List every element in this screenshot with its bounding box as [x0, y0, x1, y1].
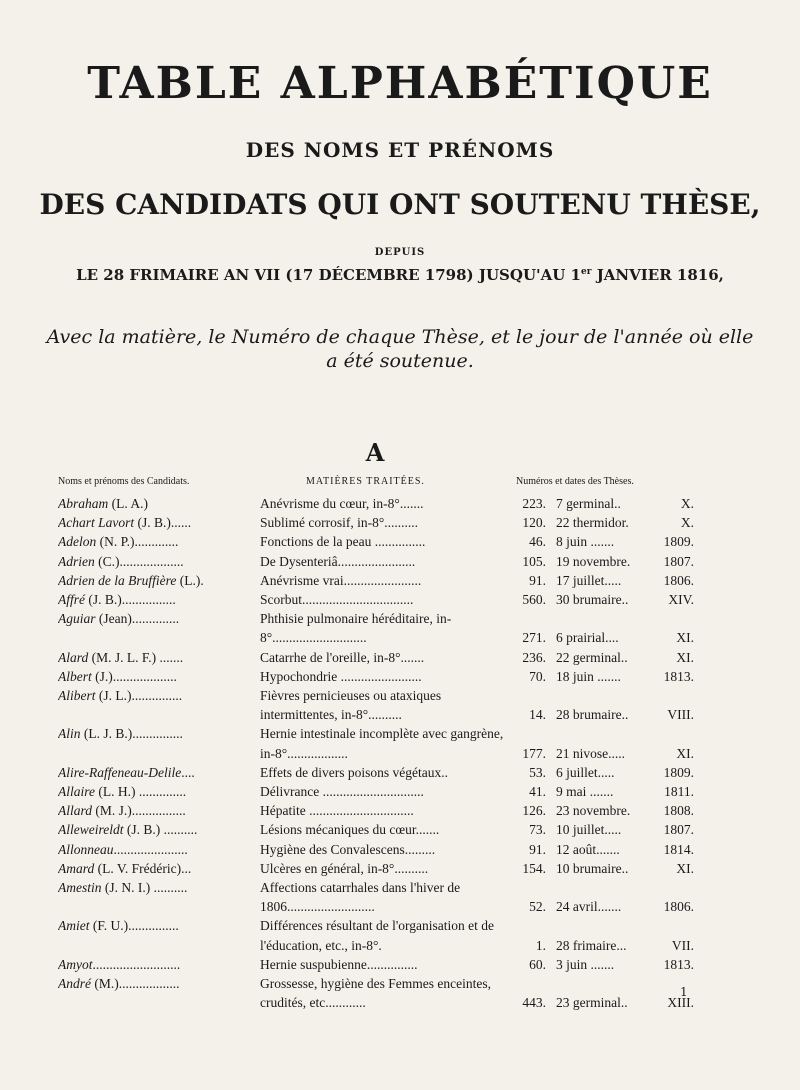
table-row — [0, 494, 800, 513]
thesis-date: 8 juin ....... — [556, 534, 615, 550]
thesis-year: X. — [680, 496, 694, 511]
candidate-name — [58, 782, 258, 801]
thesis-number: 73. — [529, 822, 546, 838]
candidate-surname: Albert — [58, 668, 92, 684]
thesis-number: 126. — [522, 803, 546, 819]
date-range-superscript: er — [581, 267, 592, 277]
thesis-number: 52. — [529, 899, 546, 915]
thesis-number: 236. — [522, 649, 546, 665]
candidate-name — [58, 801, 258, 820]
candidate-surname: Amestin — [58, 880, 102, 896]
thesis-number: 105. — [522, 553, 546, 569]
candidate-surname: Alin — [58, 726, 81, 742]
candidate-name — [58, 859, 258, 878]
thesis-date: 23 novembre. — [556, 803, 631, 819]
candidate-surname: Alleweireldt — [58, 822, 124, 838]
date-range-end: JANVIER 1816, — [591, 266, 724, 284]
table-row — [0, 686, 800, 724]
candidate-surname: Allard — [58, 803, 93, 819]
table-row — [0, 878, 800, 916]
thesis-number: 443. — [522, 995, 546, 1011]
footer-mark: 1 — [680, 985, 688, 999]
thesis-subject: Hépatite ............................... — [260, 803, 414, 819]
thesis-number: 177. — [522, 745, 546, 761]
candidate-surname: Alibert — [58, 688, 96, 704]
table-row — [0, 552, 800, 571]
thesis-date: 12 août....... — [556, 841, 620, 857]
thesis-number: 53. — [529, 764, 546, 780]
thesis-subject: Hernie intestinale incomplète avec gangrène, in-8°.................. — [260, 726, 504, 761]
thesis-date: 28 brumaire.. — [556, 707, 629, 723]
thesis-subject: Fièvres pernicieuses ou ataxiques intermittentes, in-8°.......... — [260, 688, 442, 723]
candidate-surname: Adrien — [58, 553, 95, 569]
candidate-name — [58, 494, 258, 513]
candidate-name — [58, 609, 258, 628]
candidate-given-names: (M. J.)................ — [92, 803, 186, 819]
thesis-date: 28 frimaire... — [556, 937, 627, 953]
candidate-name — [58, 532, 258, 551]
thesis-date: 10 juillet..... — [556, 822, 622, 838]
candidate-surname: Alard — [58, 649, 89, 665]
candidate-surname: Amiet — [58, 918, 90, 934]
thesis-year: 1809. — [663, 764, 694, 780]
candidate-given-names: (M.).................. — [91, 976, 180, 992]
column-header-matieres: MATIÈRES TRAITÉES. — [306, 476, 425, 487]
entries-table — [0, 494, 800, 1012]
candidate-surname: Amard — [58, 860, 95, 876]
thesis-year: XIV. — [668, 592, 694, 608]
thesis-number: 120. — [522, 515, 546, 531]
thesis-year: 1806. — [663, 899, 694, 915]
candidate-name — [58, 840, 258, 859]
candidate-surname: Adelon — [58, 534, 97, 550]
thesis-year: XI. — [676, 649, 694, 665]
table-row — [0, 724, 800, 762]
candidate-surname: Amyot — [58, 956, 93, 972]
candidate-given-names: (N. P.)............. — [96, 534, 179, 550]
thesis-year: 1807. — [663, 822, 694, 838]
candidate-given-names: (J. N. I.) .......... — [101, 880, 188, 896]
thesis-year: 1813. — [663, 956, 694, 972]
thesis-subject: Affections catarrhales dans l'hiver de 1806.......................... — [260, 880, 461, 915]
thesis-year: VII. — [671, 937, 694, 953]
thesis-subject: Sublimé corrosif, in-8°.......... — [260, 515, 419, 531]
candidate-name — [58, 552, 258, 571]
depuis-label: DEPUIS — [374, 247, 426, 258]
thesis-date: 6 juillet..... — [556, 764, 615, 780]
candidate-surname: Allaire — [58, 784, 95, 800]
candidate-name — [58, 878, 258, 897]
candidate-name — [58, 686, 258, 705]
thesis-date: 10 brumaire.. — [556, 860, 629, 876]
thesis-date: 3 juin ....... — [556, 956, 615, 972]
date-range — [0, 266, 800, 284]
page-title: TABLE ALPHABÉTIQUE — [87, 58, 713, 109]
candidate-surname: Abraham — [58, 496, 109, 511]
page-subtitle: DES NOMS ET PRÉNOMS — [245, 138, 555, 162]
thesis-subject: Différences résultant de l'organisation et de l'éducation, etc., in-8°. — [260, 918, 494, 953]
thesis-year: 1811. — [664, 784, 694, 800]
thesis-subject: Hypochondrie ........................ — [260, 668, 422, 684]
thesis-date: 18 juin ....... — [556, 668, 621, 684]
thesis-subject: Hernie suspubienne............... — [260, 956, 418, 972]
candidate-given-names: (C.)................... — [94, 553, 184, 569]
thesis-year: 1807. — [663, 553, 694, 569]
thesis-number: 223. — [522, 496, 546, 511]
candidate-given-names: (M. J. L. F.) ....... — [88, 649, 184, 665]
candidate-surname: Alire-Raffeneau-Delile — [58, 764, 182, 780]
candidate-name — [58, 571, 258, 590]
candidate-surname: Aguiar — [58, 611, 96, 627]
candidate-name — [58, 648, 258, 667]
candidate-given-names: (L. J. B.)............... — [80, 726, 183, 742]
table-row — [0, 782, 800, 801]
thesis-subject: Effets de divers poisons végétaux.. — [260, 764, 448, 780]
candidate-given-names: (L. H.) .............. — [95, 784, 187, 800]
thesis-date: 30 brumaire.. — [556, 592, 629, 608]
thesis-year: VIII. — [667, 707, 694, 723]
candidate-surname: Affré — [58, 592, 85, 608]
thesis-year: XI. — [676, 745, 694, 761]
candidate-name — [58, 667, 258, 686]
candidate-given-names: (J. B.)...... — [134, 515, 192, 531]
thesis-date: 7 germinal.. — [556, 496, 621, 511]
candidate-given-names: (L. A.) — [108, 496, 148, 511]
page-subtitle-candidates: DES CANDIDATS QUI ONT SOUTENU THÈSE, — [39, 188, 761, 221]
thesis-number: 91. — [529, 841, 546, 857]
table-row — [0, 590, 800, 609]
table-row — [0, 513, 800, 532]
candidate-name — [58, 820, 258, 839]
candidate-given-names: ...................... — [113, 841, 188, 857]
thesis-subject: Ulcères en général, in-8°.......... — [260, 860, 429, 876]
table-row — [0, 955, 800, 974]
candidate-given-names: (J. B.)................ — [85, 592, 176, 608]
thesis-date: 17 juillet..... — [556, 572, 622, 588]
thesis-date: 23 germinal.. — [556, 995, 628, 1011]
candidate-name — [58, 724, 258, 743]
thesis-year: 1814. — [663, 841, 694, 857]
thesis-number: 46. — [529, 534, 546, 550]
thesis-subject: Lésions mécaniques du cœur....... — [260, 822, 440, 838]
table-row — [0, 820, 800, 839]
thesis-date: 24 avril....... — [556, 899, 622, 915]
thesis-subject: Phthisie pulmonaire héréditaire, in-8°............................ — [260, 611, 452, 646]
thesis-date: 22 thermidor. — [556, 515, 629, 531]
candidate-name — [58, 763, 258, 782]
table-row — [0, 859, 800, 878]
table-row — [0, 763, 800, 782]
thesis-year: 1806. — [663, 572, 694, 588]
candidate-name — [58, 974, 258, 993]
candidate-surname: Achart Lavort — [58, 515, 135, 531]
thesis-number: 1. — [535, 937, 546, 953]
candidate-given-names: (Jean).............. — [95, 611, 180, 627]
thesis-subject: Catarrhe de l'oreille, in-8°....... — [260, 649, 425, 665]
candidate-surname: Adrien de la Bruffière — [58, 572, 177, 588]
date-range-start: LE 28 FRIMAIRE AN VII (17 DÉCEMBRE 1798) JUSQU'AU 1 — [76, 266, 581, 284]
candidate-surname: André — [58, 976, 91, 992]
candidate-given-names: (L.). — [176, 572, 204, 588]
table-note: Avec la matière, le Numéro de chaque Thèse, et le jour de l'année où elle a été soutenue. — [46, 326, 754, 372]
table-row — [0, 648, 800, 667]
section-letter: A — [365, 438, 385, 467]
thesis-number: 70. — [529, 668, 546, 684]
table-row — [0, 571, 800, 590]
thesis-year: XI. — [676, 860, 694, 876]
candidate-surname: Allonneau — [58, 841, 114, 857]
thesis-date: 9 mai ....... — [556, 784, 614, 800]
thesis-subject: Grossesse, hygiène des Femmes enceintes, crudités, etc............ — [260, 976, 491, 1011]
column-header-numbers: Numéros et dates des Thèses. — [516, 476, 634, 487]
thesis-number: 154. — [522, 860, 546, 876]
table-row — [0, 840, 800, 859]
candidate-given-names: (L. V. Frédéric)... — [94, 860, 192, 876]
column-header-names: Noms et prénoms des Candidats. — [58, 476, 190, 487]
table-row — [0, 667, 800, 686]
thesis-date: 19 novembre. — [556, 553, 631, 569]
thesis-number: 60. — [529, 956, 546, 972]
thesis-number: 14. — [529, 707, 546, 723]
thesis-date: 6 prairial.... — [556, 630, 619, 646]
table-row — [0, 609, 800, 647]
candidate-given-names: (J. B.) .......... — [123, 822, 198, 838]
thesis-subject: Hygiène des Convalescens......... — [260, 841, 436, 857]
candidate-given-names: (F. U.)............... — [89, 918, 179, 934]
table-row — [0, 532, 800, 551]
thesis-date: 21 nivose..... — [556, 745, 625, 761]
candidate-name — [58, 955, 258, 974]
thesis-number: 271. — [522, 630, 546, 646]
candidate-given-names: .......................... — [92, 956, 181, 972]
thesis-year: X. — [680, 515, 694, 531]
candidate-name — [58, 916, 258, 935]
thesis-number: 560. — [522, 592, 546, 608]
thesis-date: 22 germinal.. — [556, 649, 628, 665]
table-row — [0, 801, 800, 820]
candidate-name — [58, 590, 258, 609]
candidate-given-names: (J. L.)............... — [95, 688, 183, 704]
thesis-subject: Fonctions de la peau ............... — [260, 534, 426, 550]
table-row — [0, 916, 800, 954]
candidate-given-names: (J.)................... — [91, 668, 177, 684]
thesis-subject: De Dysenteriâ....................... — [260, 553, 416, 569]
thesis-number: 91. — [529, 572, 546, 588]
candidate-name — [58, 513, 258, 532]
thesis-year: 1808. — [663, 803, 694, 819]
thesis-year: 1809. — [663, 534, 694, 550]
thesis-subject: Anévrisme vrai....................... — [260, 572, 422, 588]
candidate-given-names: .... — [181, 764, 195, 780]
thesis-number: 41. — [529, 784, 546, 800]
thesis-subject: Délivrance .............................. — [260, 784, 424, 800]
thesis-subject: Scorbut................................. — [260, 592, 414, 608]
thesis-year: 1813. — [663, 668, 694, 684]
thesis-subject: Anévrisme du cœur, in-8°....... — [260, 496, 424, 511]
thesis-year: XIII. — [667, 995, 694, 1011]
thesis-year: XI. — [676, 630, 694, 646]
